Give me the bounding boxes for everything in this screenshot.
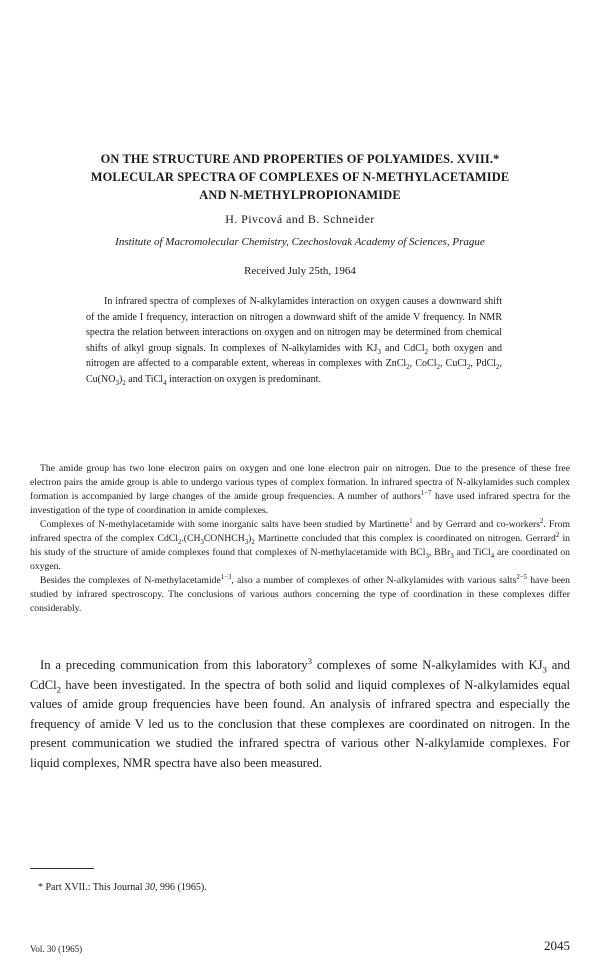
main-paragraph: In a preceding communication from this laboratory$^3$ complexes of some N-alkylamides with $KJ_3$ and CdCl$_2$ have been investigated. In the spectra of both solid and liquid complexes of N-alkylamides equal values of amide group frequencies have been found. An analysis of infrared spectra and especially the frequency of amide V led us to the conclusion that these complexes are coordinated on nitrogen. In the present communication we studied the infrared spectra of various other N-alkylamide complexes. For liquid complexes, NMR spectra have also been measured. bbox=[30, 655, 570, 770]
affiliation: Institute of Macromolecular Chemistry, Czechoslovak Academy of Sciences, Prague bbox=[115, 236, 485, 248]
article-title bbox=[20, 150, 580, 204]
title-line-3: AND N-METHYLPROPIONAMIDE bbox=[199, 188, 401, 202]
main-text bbox=[30, 656, 570, 773]
intro-paragraph-3: Besides the complexes of N-methylacetamide$^{1-3}$, also a number of complexes of other N-alkylamides with various salts$^{2-5}$ have been studied by infrared spectroscopy. The conclusions of various authors concerning the type of coordination in these complexes differ considerably. bbox=[30, 573, 571, 614]
volume-label: Vol. 30 (1965) bbox=[30, 944, 83, 954]
abstract-paragraph: In infrared spectra of complexes of N-alkylamides interaction on oxygen causes a downward shift of the amide I frequency, interaction on nitrogen a downward shift of the amide V frequency. In NMR spectra the relation between interactions on oxygen and on nitrogen may be determined from chemical shifts of alkyl group signals. In complexes of N-alkylamides with $KJ_3$ and CdCl$_2$ both oxygen and nitrogen are affected to a comparable extent, whereas in complexes with ZnCl$_2$, CoCl$_2$, CuCl$_2$, PdCl$_2$, $Cu(NO_3)_2$ and TiCl$_4$ interaction on oxygen is predominant. bbox=[86, 296, 503, 387]
title-line-1: ON THE STRUCTURE AND PROPERTIES OF POLYAMIDES. XVIII.* bbox=[100, 152, 500, 166]
received-date: Received July 25th, 1964 bbox=[244, 265, 356, 277]
title-line-2: MOLECULAR SPECTRA OF COMPLEXES OF N-METHYLACETAMIDE bbox=[90, 170, 510, 184]
footnote-divider bbox=[30, 868, 94, 869]
footnote: * Part XVII.: This Journal 30, 996 (1965). bbox=[38, 882, 207, 893]
abstract bbox=[86, 294, 502, 387]
page-number: 2045 bbox=[544, 938, 570, 953]
authors: H. Pivcová and B. Schneider bbox=[225, 212, 375, 226]
intro-paragraph-1: The amide group has two lone electron pairs on oxygen and one lone electron pair on nitrogen. Due to the presence of these free electron pairs the amide group is able to undergo various types of complex formation. In infrared spectra of N-alkylamides such complex formation is accompanied by large changes of the amide group frequencies. A number of authors$^{1-7}$ have used infrared spectra for the investigation of the type of coordination in amide complexes. bbox=[30, 463, 570, 516]
intro-paragraph-2: Complexes of N-methylacetamide with some inorganic salts have been studied by Martinette$^1$ and by Gerrard and co-workers$^2$. From infrared spectra of the complex $CdCl_2.(CH_3CONHCH_3)_2$ Martinette concluded that this complex is coordinated on nitrogen. Gerrard$^2$ in his study of the structure of amide complexes found that complexes of N-methylacetamide with BCl$_3$, BBr$_3$ and TiCl$_4$ are coordinated on oxygen. bbox=[30, 517, 571, 572]
introduction-text bbox=[30, 462, 570, 616]
